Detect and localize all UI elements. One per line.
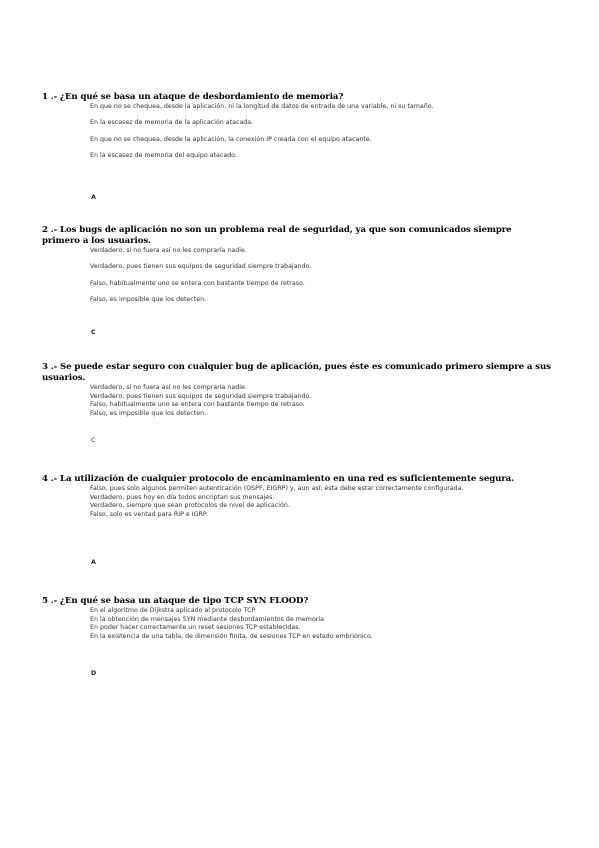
question-title: 2 .- Los bugs de aplicación no son un problema real de seguridad, ya que son comunicados siempre primero a los usuarios. [42, 225, 512, 246]
answer-4: A [91, 559, 96, 566]
question-title: 1 .- ¿En qué se basa un ataque de desbordamiento de memoria? [42, 92, 344, 102]
options-list [90, 485, 470, 519]
question-5 [42, 596, 552, 641]
question-3 [42, 362, 552, 418]
question-title: 3 .- Se puede estar seguro con cualquier bug de aplicación, pues éste es comunicado primero siempre a sus usuarios. [42, 362, 551, 383]
option-c: En poder hacer correctamente un reset sesiones TCP establecidas. [90, 624, 301, 631]
answer-2: C [91, 329, 96, 336]
option-b: En la escasez de memoria de la aplicación atacada. [90, 119, 254, 127]
option-d: Falso, es imposible que los detecten. [90, 295, 207, 303]
option-a: Verdadero, si no fuera así no les compraría nadie. [90, 247, 247, 254]
option-d: Falso, solo es ventad para RIP e IGRP. [90, 510, 208, 518]
option-c: En que no se chequea, desde la aplicación, la conexión IP creada con el equipo atacante. [90, 135, 372, 143]
option-d: Falso, es imposible que los detecten. [90, 409, 207, 417]
option-a: Falso, pues solo algunos permiten autenticación (OSPF, EIGRP) y, aun así, ésta debe estar correctamente configurada. [90, 485, 464, 492]
option-d: En la existencia de una tabla, de dimensión finita, de sesiones TCP en estado embriónico. [90, 632, 373, 640]
options-list [90, 247, 552, 304]
option-b: En la obtención de mensajes SYN mediante desbordamientos de memoria [90, 615, 324, 623]
option-c: Falso, habitualmente uno se entera con bastante tiempo de retraso. [90, 401, 305, 408]
option-b: Verdadero, pues tienen sus equipos de seguridad siempre trabajando. [90, 263, 312, 271]
option-c: Falso, habitualmente uno se entera con bastante tiempo de retraso. [90, 279, 305, 287]
answer-1: A [91, 194, 96, 201]
option-b: Verdadero, pues tienen sus equipos de seguridad siempre trabajando. [90, 392, 312, 400]
question-title: 4 .- La utilización de cualquier protocolo de encaminamiento en una red es suficientemente segura. [42, 474, 515, 484]
option-a: En el algoritmo de Dijkstra aplicado al protocolo TCP [90, 607, 256, 614]
option-d: En la escasez de memoria del equipo atacado. [90, 151, 237, 159]
option-b: Verdadero, pues hoy en día todos encriptan sus mensajes. [90, 493, 275, 501]
question-1 [42, 92, 552, 168]
question-title: 5 .- ¿En qué se basa un ataque de tipo TCP SYN FLOOD? [42, 596, 309, 606]
options-list [90, 384, 552, 418]
option-c: Verdadero, siempre que sean protocolos de nivel de aplicación. [90, 502, 290, 509]
answer-5: D [91, 670, 97, 677]
question-2 [42, 225, 552, 312]
option-a: En que no se chequea, desde la aplicación, ni la longitud de datos de entrada de una variable, ni su tamaño. [90, 103, 434, 110]
answer-3: C [91, 437, 96, 444]
options-list [90, 607, 552, 641]
question-4 [42, 474, 552, 519]
option-a: Verdadero, si no fuera así no les compraría nadie. [90, 384, 247, 391]
options-list [90, 103, 510, 160]
